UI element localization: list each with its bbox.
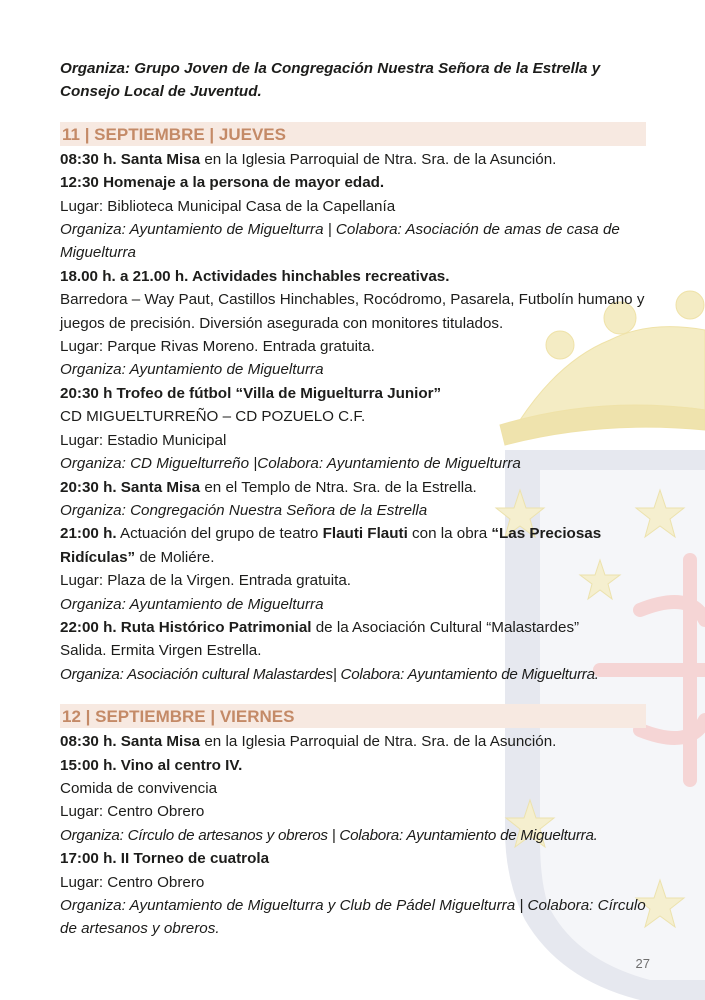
event-title: 15:00 h. Vino al centro IV.: [60, 756, 243, 774]
intro-organiza: Organiza: Grupo Joven de la Congregación Nuestra Señora de la Estrella y Consejo Local de Juventud.: [60, 60, 601, 101]
event-text: de la Asociación Cultural “Malastardes”: [311, 618, 580, 636]
event-text: en la Iglesia Parroquial de Ntra. Sra. de la Asunción.: [200, 733, 557, 751]
event-time: 20:30 h. Santa Misa: [60, 478, 201, 496]
event-location: Lugar: Centro Obrero: [60, 873, 205, 891]
event-description: Comida de convivencia: [60, 779, 218, 797]
event-group: Flauti Flauti: [322, 525, 408, 543]
event-line: [60, 522, 650, 569]
event-line: [60, 616, 650, 639]
event-organizer: Organiza: Ayuntamiento de Miguelturra: [60, 595, 324, 613]
event-title: 12:30 Homenaje a la persona de mayor edad.: [60, 174, 385, 192]
event-title: 20:30 h Trofeo de fútbol “Villa de Miguelturra Junior”: [60, 384, 442, 402]
event-location: Lugar: Estadio Municipal: [60, 431, 227, 449]
event-time: 08:30 h. Santa Misa: [60, 150, 201, 168]
event-play: “Las Preciosas Ridículas”: [60, 525, 602, 566]
event-line: [60, 148, 650, 171]
event-organizer: Organiza: Congregación Nuestra Señora de la Estrella: [60, 501, 428, 519]
event-time: 21:00 h.: [60, 525, 117, 543]
event-organizer: Organiza: Ayuntamiento de Miguelturra y Club de Pádel Miguelturra | Colabora: Círculo de artesanos y obreros.: [60, 897, 646, 938]
event-teams: CD MIGUELTURREÑO – CD POZUELO C.F.: [60, 408, 366, 426]
event-organizer: Organiza: Ayuntamiento de Miguelturra: [60, 361, 324, 379]
program-content: [60, 57, 650, 941]
event-location: Lugar: Biblioteca Municipal Casa de la Capellanía: [60, 197, 396, 215]
event-organizer: Organiza: Círculo de artesanos y obreros | Colabora: Ayuntamiento de Miguelturra.: [60, 826, 598, 844]
event-description: Barredora – Way Paut, Castillos Hinchables, Rocódromo, Pasarela, Futbolín humano y juegos de precisión. Diversión asegurada con monitores titulados.: [60, 291, 645, 332]
event-organizer: Organiza: CD Miguelturreño |Colabora: Ayuntamiento de Miguelturra: [60, 455, 521, 473]
event-title: 17:00 h. II Torneo de cuatrola: [60, 850, 270, 868]
event-text: Actuación del grupo de teatro: [116, 525, 323, 543]
event-organizer: Organiza: Ayuntamiento de Miguelturra | Colabora: Asociación de amas de casa de Miguelturra: [60, 221, 620, 262]
event-time: 08:30 h. Santa Misa: [60, 733, 201, 751]
event-title: 22:00 h. Ruta Histórico Patrimonial: [60, 618, 312, 636]
event-text: en el Templo de Ntra. Sra. de la Estrella.: [200, 478, 477, 496]
event-location: Lugar: Plaza de la Virgen. Entrada gratuita.: [60, 572, 352, 590]
day-header-12: 12 | SEPTIEMBRE | VIERNES: [60, 704, 646, 728]
event-text: con la obra: [407, 525, 492, 543]
event-title: 18.00 h. a 21.00 h. Actividades hinchables recreativas.: [60, 267, 450, 285]
section-gap: [60, 686, 650, 704]
event-location: Lugar: Centro Obrero: [60, 803, 205, 821]
event-text: de Moliére.: [135, 548, 215, 566]
page-number: 27: [635, 956, 650, 971]
event-organizer: Organiza: Asociación cultural Malastardes| Colabora: Ayuntamiento de Miguelturra.: [60, 665, 599, 683]
event-line: [60, 476, 650, 499]
event-line: [60, 730, 650, 753]
day-header-11: 11 | SEPTIEMBRE | JUEVES: [60, 122, 646, 146]
section-gap: [60, 104, 650, 122]
event-departure: Salida. Ermita Virgen Estrella.: [60, 642, 262, 660]
event-location: Lugar: Parque Rivas Moreno. Entrada gratuita.: [60, 338, 375, 356]
event-text: en la Iglesia Parroquial de Ntra. Sra. de la Asunción.: [200, 150, 557, 168]
